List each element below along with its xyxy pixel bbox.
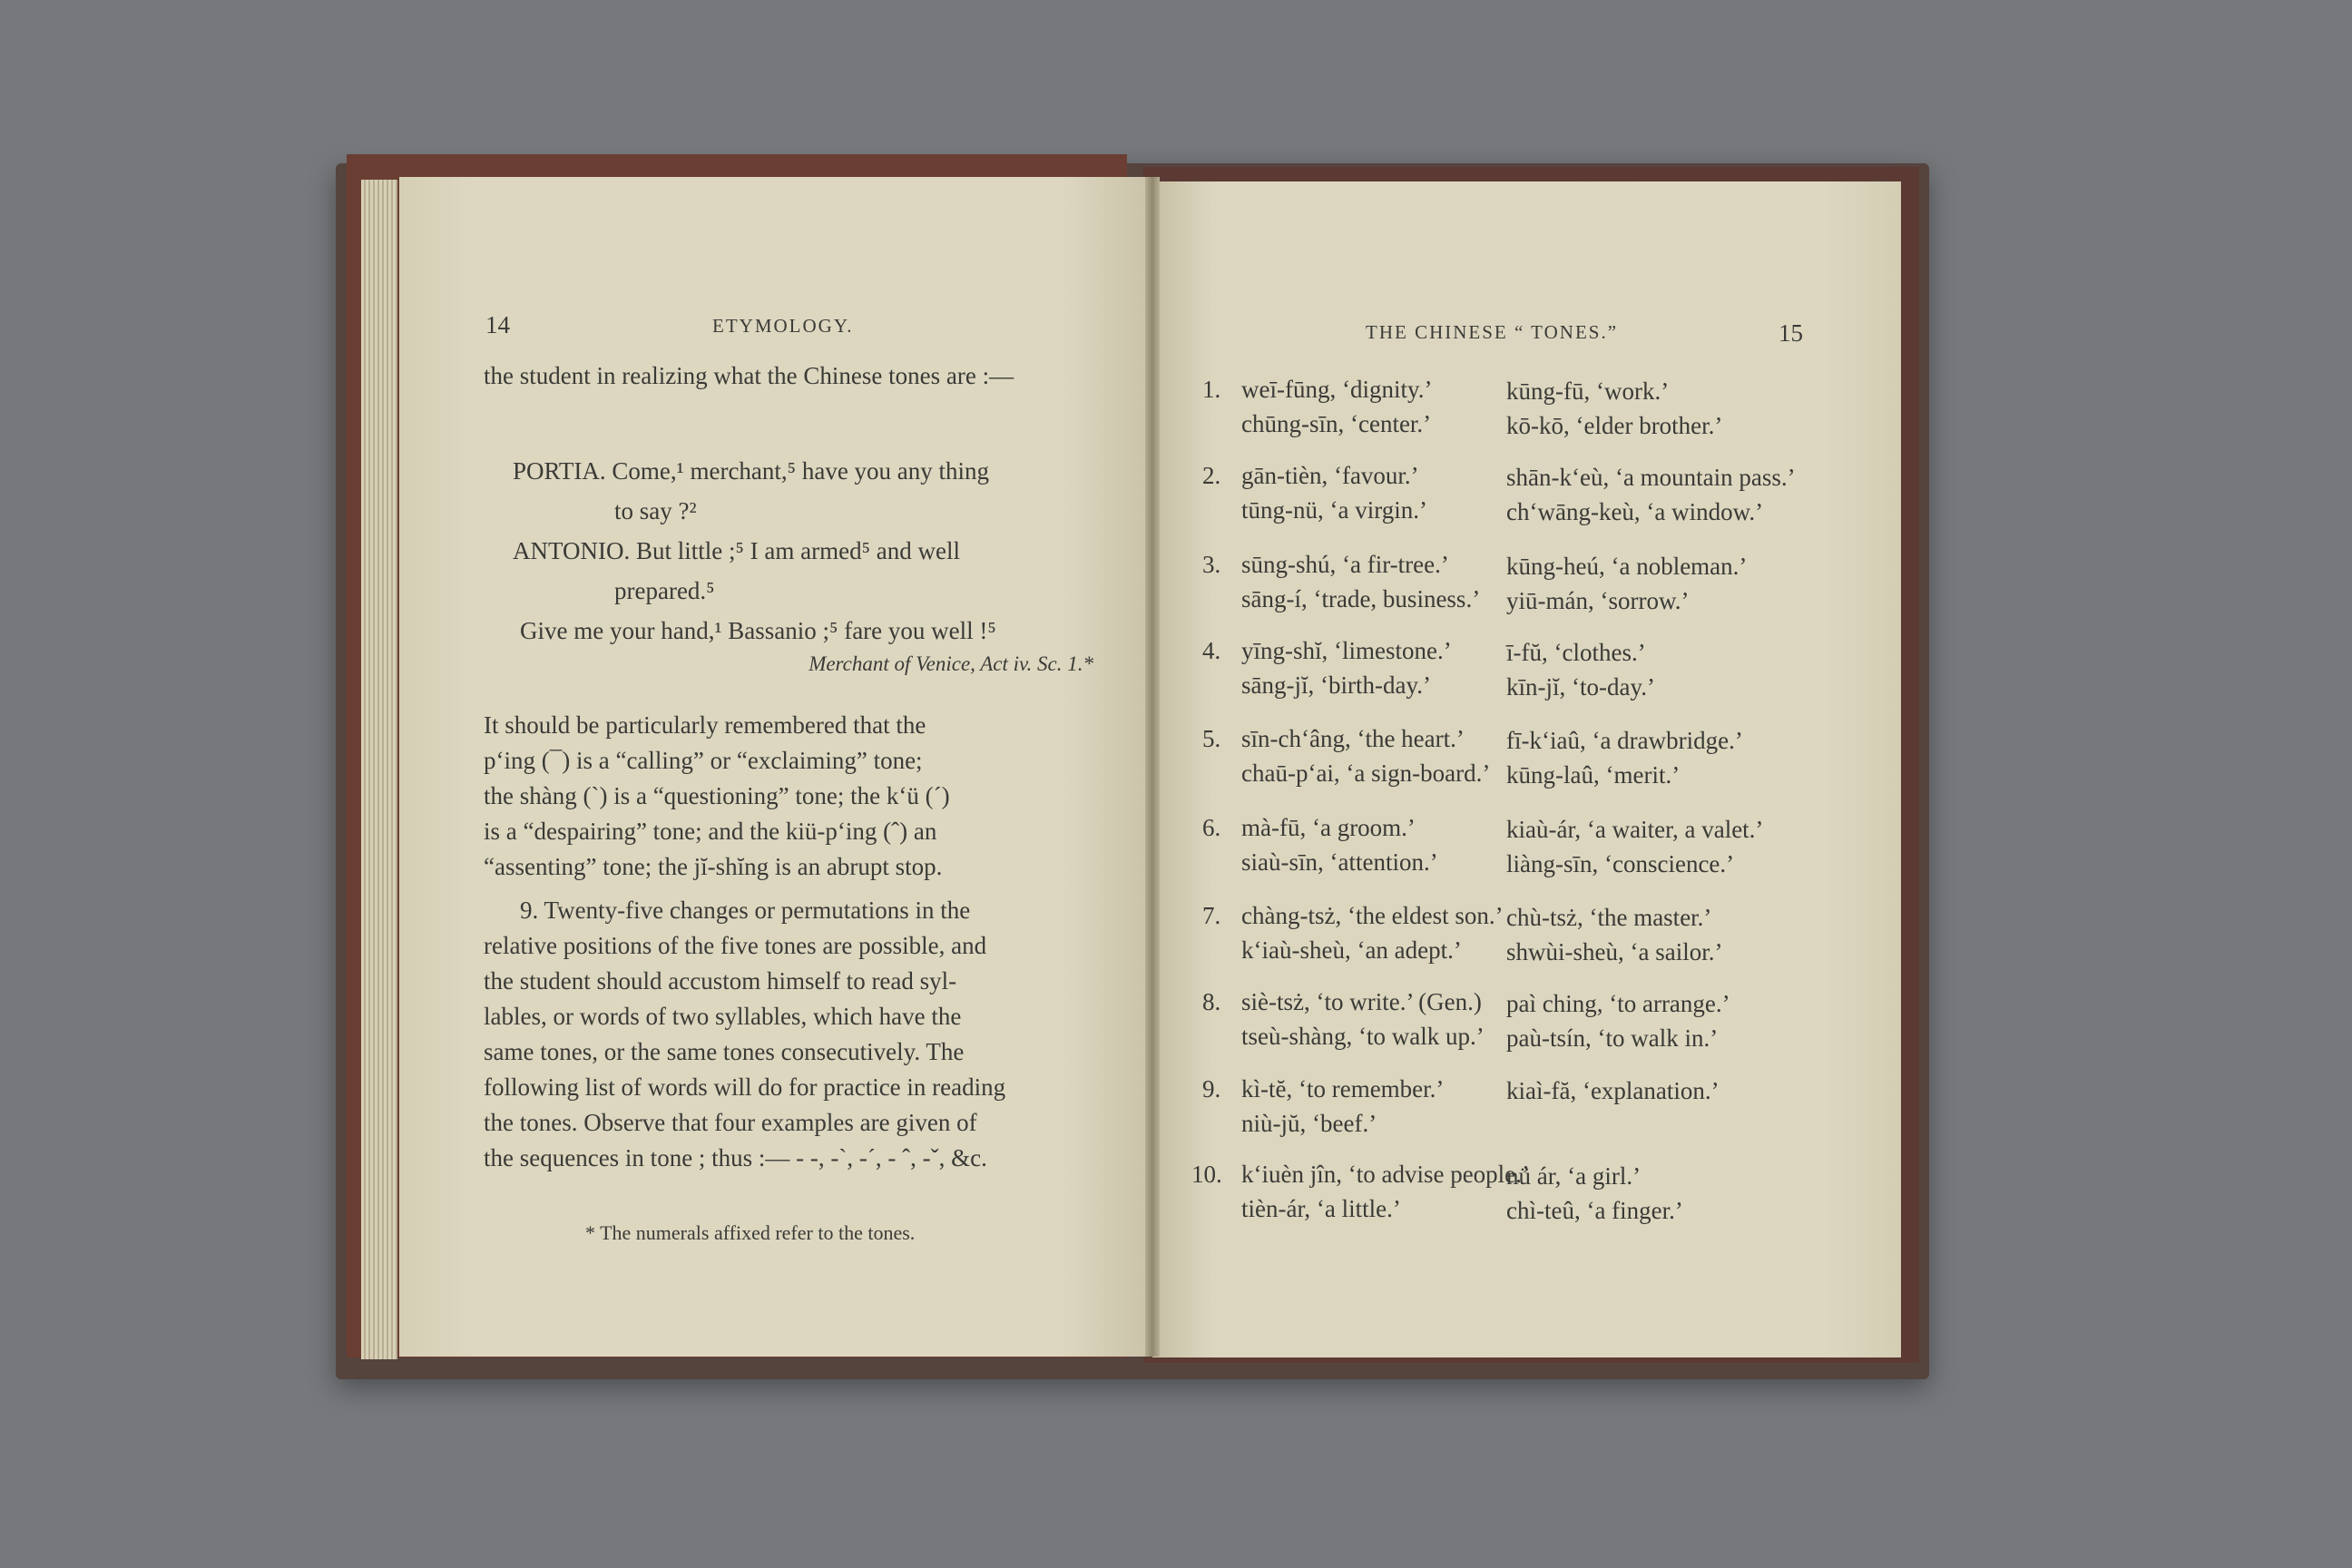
entry-word: sīn-ch‘âng, ‘the heart.’: [1241, 725, 1465, 752]
text-line: following list of words will do for practice in reading: [484, 1073, 1006, 1101]
entry-word: mà-fū, ‘a groom.’: [1241, 814, 1416, 841]
entry-word: chūng-sīn, ‘center.’: [1241, 410, 1432, 437]
entry-word: ī-fŭ, ‘clothes.’: [1506, 639, 1646, 666]
quote-line: ANTONIO. But little ;⁵ I am armed⁵ and well: [513, 537, 960, 564]
entry-word: chaū-p‘ai, ‘a sign-board.’: [1241, 760, 1491, 787]
entry-word: weī-fūng, ‘dignity.’: [1241, 376, 1433, 403]
entry-number: 4.: [1202, 637, 1221, 664]
entry-word: tièn-ár, ‘a little.’: [1241, 1195, 1401, 1222]
entry-word: siè-tsż, ‘to write.’ (Gen.): [1241, 988, 1482, 1015]
entry-word: shwùi-sheù, ‘a sailor.’: [1506, 938, 1723, 965]
entry-word: paù-tsín, ‘to walk in.’: [1506, 1024, 1719, 1052]
text-line: the shàng (ˋ) is a “questioning” tone; the k‘ü (ˊ): [484, 782, 950, 809]
entry-number: 7.: [1202, 902, 1221, 929]
book-gutter: [1145, 177, 1160, 1357]
quote-line: Give me your hand,¹ Bassanio ;⁵ fare you well !⁵: [520, 617, 996, 644]
left-body: [484, 358, 1090, 394]
text-line: the sequences in tone ; thus :— - -, -ˋ, -ˊ, - ˆ, -ˇ, &c.: [484, 1144, 987, 1171]
intro-text: the student in realizing what the Chinese tones are :—: [484, 362, 1014, 389]
entry-word: paì ching, ‘to arrange.’: [1506, 990, 1730, 1017]
footnote: * The numerals affixed refer to the tones.: [585, 1221, 916, 1244]
entry-number: 1.: [1202, 376, 1221, 403]
entry-word: k‘iaù-sheù, ‘an adept.’: [1241, 936, 1462, 964]
entry-word: chù-tsż, ‘the master.’: [1506, 904, 1712, 931]
entry-number: 6.: [1202, 814, 1221, 841]
entry-number: 5.: [1202, 725, 1221, 752]
entry-word: kūng-heú, ‘a nobleman.’: [1506, 553, 1748, 580]
entry-word: tseù-shàng, ‘to walk up.’: [1241, 1023, 1485, 1050]
entry-word: yīng-shĭ, ‘limestone.’: [1241, 637, 1452, 664]
page-edges: [361, 180, 397, 1359]
entry-word: kiaù-ár, ‘a waiter, a valet.’: [1506, 816, 1764, 843]
quote-block: [513, 451, 1093, 678]
entry-word: chàng-tsż, ‘the eldest son.’: [1241, 902, 1504, 929]
entry-word: sāng-jĭ, ‘birth-day.’: [1241, 671, 1431, 699]
entry-word: kō-kō, ‘elder brother.’: [1506, 412, 1723, 439]
entry-number: 2.: [1202, 462, 1221, 489]
text-line: It should be particularly remembered that the: [484, 711, 926, 739]
entry-number: 8.: [1202, 988, 1221, 1015]
entry-word: kūng-laû, ‘merit.’: [1506, 761, 1681, 789]
entry-word: tūng-nü, ‘a virgin.’: [1241, 496, 1427, 524]
text-line: 9. Twenty-five changes or permutations in the: [520, 897, 971, 924]
quote-line: prepared.⁵: [614, 577, 715, 604]
right-running-head: THE CHINESE “ TONES.”: [1366, 321, 1619, 343]
entry-word: sāng-í, ‘trade, business.’: [1241, 585, 1481, 612]
paragraph-changes: [484, 893, 1090, 1176]
entry-word: kì-tĕ, ‘to remember.’: [1241, 1075, 1445, 1102]
left-running-head: ETYMOLOGY.: [712, 315, 854, 337]
entry-word: sūng-shú, ‘a fir-tree.’: [1241, 551, 1449, 578]
right-page-number: 15: [1779, 319, 1803, 347]
text-line: relative positions of the five tones are possible, and: [484, 932, 987, 959]
text-line: same tones, or the same tones consecutively. The: [484, 1038, 965, 1065]
entry-number: 3.: [1202, 551, 1221, 578]
entry-word: k‘iuèn jîn, ‘to advise people.’: [1241, 1161, 1530, 1188]
paragraph-tones: [484, 708, 1090, 885]
quote-line: PORTIA. Come,¹ merchant,⁵ have you any thing: [513, 457, 990, 485]
entry-word: kūng-fū, ‘work.’: [1506, 377, 1670, 405]
entry-number: 9.: [1202, 1075, 1221, 1102]
entry-word: yiū-mán, ‘sorrow.’: [1506, 587, 1690, 614]
entry-word: liàng-sīn, ‘conscience.’: [1506, 850, 1735, 877]
entry-word: chì-teû, ‘a finger.’: [1506, 1197, 1683, 1224]
entry-word: kiaì-fă, ‘explanation.’: [1506, 1077, 1720, 1104]
text-line: lables, or words of two syllables, which have the: [484, 1003, 962, 1030]
quote-line: to say ?²: [614, 497, 697, 524]
text-line: p‘ing (¯) is a “calling” or “exclaiming” tone;: [484, 747, 923, 774]
entry-word: nü ár, ‘a girl.’: [1506, 1162, 1642, 1190]
entry-number: 10.: [1191, 1161, 1222, 1188]
entry-word: gān-tièn, ‘favour.’: [1241, 462, 1419, 489]
entry-word: ch‘wāng-keù, ‘a window.’: [1506, 498, 1764, 525]
entry-word: kīn-jĭ, ‘to-day.’: [1506, 673, 1655, 701]
entry-word: siaù-sīn, ‘attention.’: [1241, 848, 1438, 876]
text-line: the student should accustom himself to read syl-: [484, 967, 957, 995]
quote-source: Merchant of Venice, Act iv. Sc. 1.*: [808, 652, 1093, 675]
entry-word: shān-k‘eù, ‘a mountain pass.’: [1506, 464, 1796, 491]
text-line: “assenting” tone; the jĭ-shĭng is an abrupt stop.: [484, 853, 943, 880]
entry-word: fī-k‘iaû, ‘a drawbridge.’: [1506, 727, 1743, 754]
entry-word: niù-jŭ, ‘beef.’: [1241, 1110, 1377, 1137]
left-page-number: 14: [485, 311, 510, 338]
text-line: is a “despairing” tone; and the kiü-p‘ing (ˆ) an: [484, 818, 937, 845]
text-line: the tones. Observe that four examples are given of: [484, 1109, 977, 1136]
